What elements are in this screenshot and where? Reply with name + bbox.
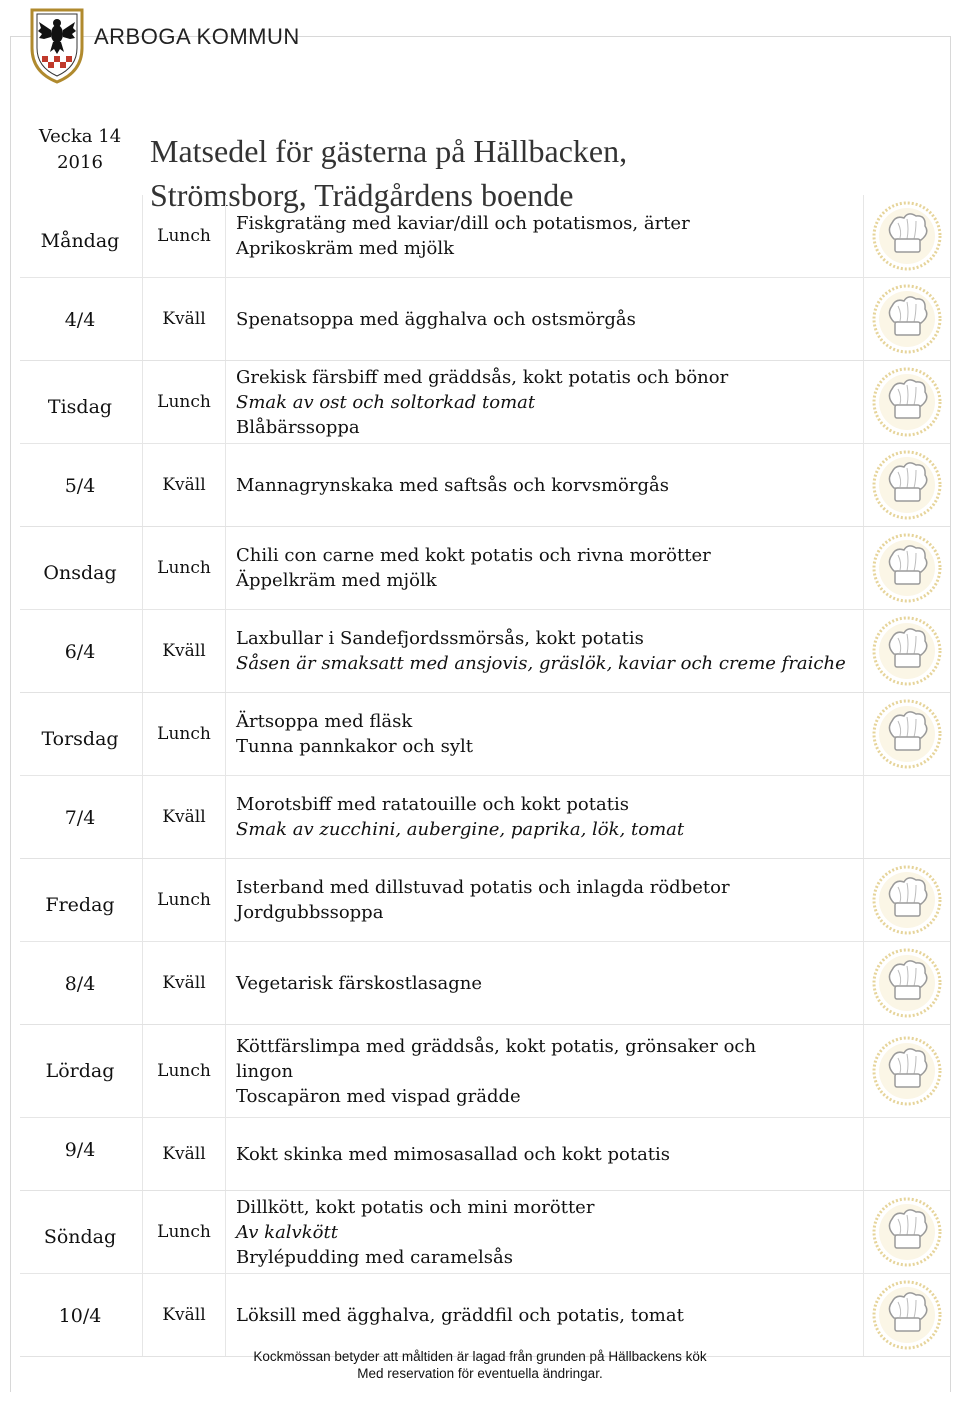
meal-row-lunch [20, 693, 950, 776]
day-date: 5/4 [64, 475, 96, 498]
dish-name: Brylépudding med caramelsås [236, 1246, 513, 1268]
chef-hat-icon [872, 948, 942, 1018]
dish-name: Isterband med dillstuvad potatis och inlagda rödbetor [236, 877, 730, 898]
meal-row-kvall [20, 610, 950, 692]
week-number: Vecka 14 [38, 126, 122, 147]
page-title-line2: Strömsborg, Trädgårdens boende [150, 177, 574, 214]
day-block-söndag [20, 1191, 950, 1357]
dish-list [226, 205, 863, 267]
dish-name: Kokt skinka med mimosasallad och kokt potatis [236, 1143, 671, 1165]
chef-hat-icon [872, 284, 942, 354]
dish-name: lingon [236, 1060, 294, 1082]
page-title-line1: Matsedel för gästerna på Hällbacken, [150, 133, 628, 170]
day-name: Måndag [40, 229, 120, 252]
meal-row-kvall [20, 942, 950, 1024]
dish-list [226, 537, 863, 599]
day-block-torsdag [20, 693, 950, 859]
dish-name: Toscapäron med vispad grädde [236, 1085, 521, 1107]
footer [0, 1348, 960, 1382]
dish-list [226, 1297, 863, 1334]
day-date: 8/4 [64, 973, 96, 996]
dish-list [226, 869, 863, 931]
meal-row-lunch [20, 1191, 950, 1274]
dish-list [226, 703, 863, 765]
week-year: 2016 [57, 152, 103, 173]
coat-of-arms-logo [28, 4, 86, 84]
meal-label: Kväll [142, 444, 226, 526]
day-name: Onsdag [43, 561, 117, 584]
dish-list [226, 467, 863, 504]
chef-hat-cell [863, 693, 950, 775]
meal-label: Kväll [142, 610, 226, 692]
dish-description: Av kalvkött [236, 1221, 338, 1243]
dish-name: Ärtsoppa med fläsk [236, 711, 413, 732]
day-block-lördag [20, 1025, 950, 1191]
meal-row-kvall [20, 444, 950, 526]
dish-list [226, 301, 863, 338]
chef-hat-cell [863, 1191, 950, 1273]
dish-name: Jordgubbssoppa [236, 902, 384, 923]
footer-disclaimer: Med reservation för eventuella ändringar. [357, 1366, 603, 1381]
dish-list [226, 620, 863, 682]
day-name: Torsdag [41, 727, 119, 750]
organization-name: ARBOGA KOMMUN [94, 24, 300, 49]
chef-hat-cell [863, 859, 950, 941]
day-date: 6/4 [64, 641, 96, 664]
day-date: 7/4 [64, 807, 96, 830]
day-block-fredag [20, 859, 950, 1025]
chef-hat-icon [872, 533, 942, 603]
chef-hat-cell [863, 1025, 950, 1117]
meal-label: Lunch [142, 1191, 226, 1273]
day-column [20, 195, 140, 360]
meal-label: Lunch [142, 361, 226, 443]
meal-row-lunch [20, 195, 950, 278]
dish-name: Dillkött, kokt potatis och mini morötter [236, 1196, 595, 1218]
chef-hat-cell [863, 1274, 950, 1356]
chef-hat-icon [872, 367, 942, 437]
meal-row-kvall [20, 1118, 950, 1190]
day-block-tisdag [20, 361, 950, 527]
chef-hat-cell [863, 776, 950, 858]
dish-list [226, 1189, 863, 1276]
day-date: 9/4 [64, 1139, 96, 1162]
day-column [20, 693, 140, 858]
meal-label: Lunch [142, 693, 226, 775]
dish-name: Tunna pannkakor och sylt [236, 736, 474, 757]
meal-row-lunch [20, 527, 950, 610]
meal-label: Lunch [142, 859, 226, 941]
chef-hat-icon [872, 1197, 942, 1267]
dish-name: Vegetarisk färskostlasagne [236, 972, 483, 994]
meal-label: Lunch [142, 1025, 226, 1117]
dish-list [226, 1028, 863, 1115]
dish-name: Fiskgratäng med kaviar/dill och potatismos, ärter [236, 213, 690, 234]
meal-label: Lunch [142, 195, 226, 277]
chef-hat-icon [872, 1036, 942, 1106]
meal-label: Kväll [142, 942, 226, 1024]
dish-description: Smak av ost och soltorkad tomat [236, 391, 536, 413]
page-frame-left [10, 36, 11, 1392]
dish-name: Aprikoskräm med mjölk [236, 238, 455, 259]
dish-name: Grekisk färsbiff med gräddsås, kokt potatis och bönor [236, 366, 729, 388]
footer-legend: Kockmössan betyder att måltiden är lagad från grunden på Hällbackens kök [253, 1349, 707, 1364]
day-name: Fredag [45, 893, 115, 916]
meal-row-kvall [20, 1274, 950, 1356]
dish-name: Spenatsoppa med ägghalva och ostsmörgås [236, 308, 636, 330]
meal-label: Lunch [142, 527, 226, 609]
meal-label: Kväll [142, 1118, 226, 1190]
meal-row-kvall [20, 776, 950, 858]
chef-hat-icon [872, 450, 942, 520]
day-column [20, 859, 140, 1024]
chef-hat-cell [863, 1118, 950, 1190]
chef-hat-icon [872, 201, 942, 271]
dish-list [226, 1136, 863, 1173]
chef-hat-icon [872, 616, 942, 686]
dish-name: Morotsbiff med ratatouille och kokt potatis [236, 794, 629, 815]
chef-hat-icon [872, 865, 942, 935]
day-block-onsdag [20, 527, 950, 693]
chef-hat-cell [863, 278, 950, 360]
chef-hat-cell [863, 361, 950, 443]
dish-name: Mannagrynskaka med saftsås och korvsmörgås [236, 474, 669, 496]
dish-name: Chili con carne med kokt potatis och rivna morötter [236, 545, 711, 566]
dish-name: Laxbullar i Sandefjordssmörsås, kokt potatis [236, 628, 644, 649]
chef-hat-icon [872, 699, 942, 769]
day-date: 10/4 [58, 1305, 102, 1328]
meal-label: Kväll [142, 278, 226, 360]
chef-hat-icon [872, 1280, 942, 1350]
dish-name: Äppelkräm med mjölk [236, 570, 437, 591]
dish-name: Köttfärslimpa med gräddsås, kokt potatis, grönsaker och [236, 1035, 757, 1057]
chef-hat-cell [863, 195, 950, 277]
dish-name: Löksill med ägghalva, gräddfil och potatis, tomat [236, 1304, 684, 1326]
day-column [20, 1025, 140, 1190]
chef-hat-cell [863, 610, 950, 692]
meal-row-kvall [20, 278, 950, 360]
meal-label: Kväll [142, 1274, 226, 1356]
meal-label: Kväll [142, 776, 226, 858]
dish-description: Såsen är smaksatt med ansjovis, gräslök, kaviar och creme fraiche [236, 653, 846, 674]
day-column [20, 527, 140, 692]
menu-table [20, 195, 950, 1357]
dish-name: Blåbärssoppa [236, 416, 360, 438]
day-name: Tisdag [47, 395, 113, 418]
dish-list [226, 359, 863, 446]
day-name: Söndag [43, 1225, 117, 1248]
dish-list [226, 786, 863, 848]
page-frame-right [950, 36, 951, 1392]
day-date: 4/4 [64, 309, 96, 332]
chef-hat-cell [863, 942, 950, 1024]
week-label [20, 124, 140, 176]
meal-row-lunch [20, 361, 950, 444]
day-column [20, 1191, 140, 1356]
day-name: Lördag [45, 1059, 115, 1082]
day-block-måndag [20, 195, 950, 361]
chef-hat-cell [863, 527, 950, 609]
day-column [20, 361, 140, 526]
meal-row-lunch [20, 1025, 950, 1118]
meal-row-lunch [20, 859, 950, 942]
dish-list [226, 965, 863, 1002]
chef-hat-cell [863, 444, 950, 526]
dish-description: Smak av zucchini, aubergine, paprika, lök, tomat [236, 819, 685, 840]
